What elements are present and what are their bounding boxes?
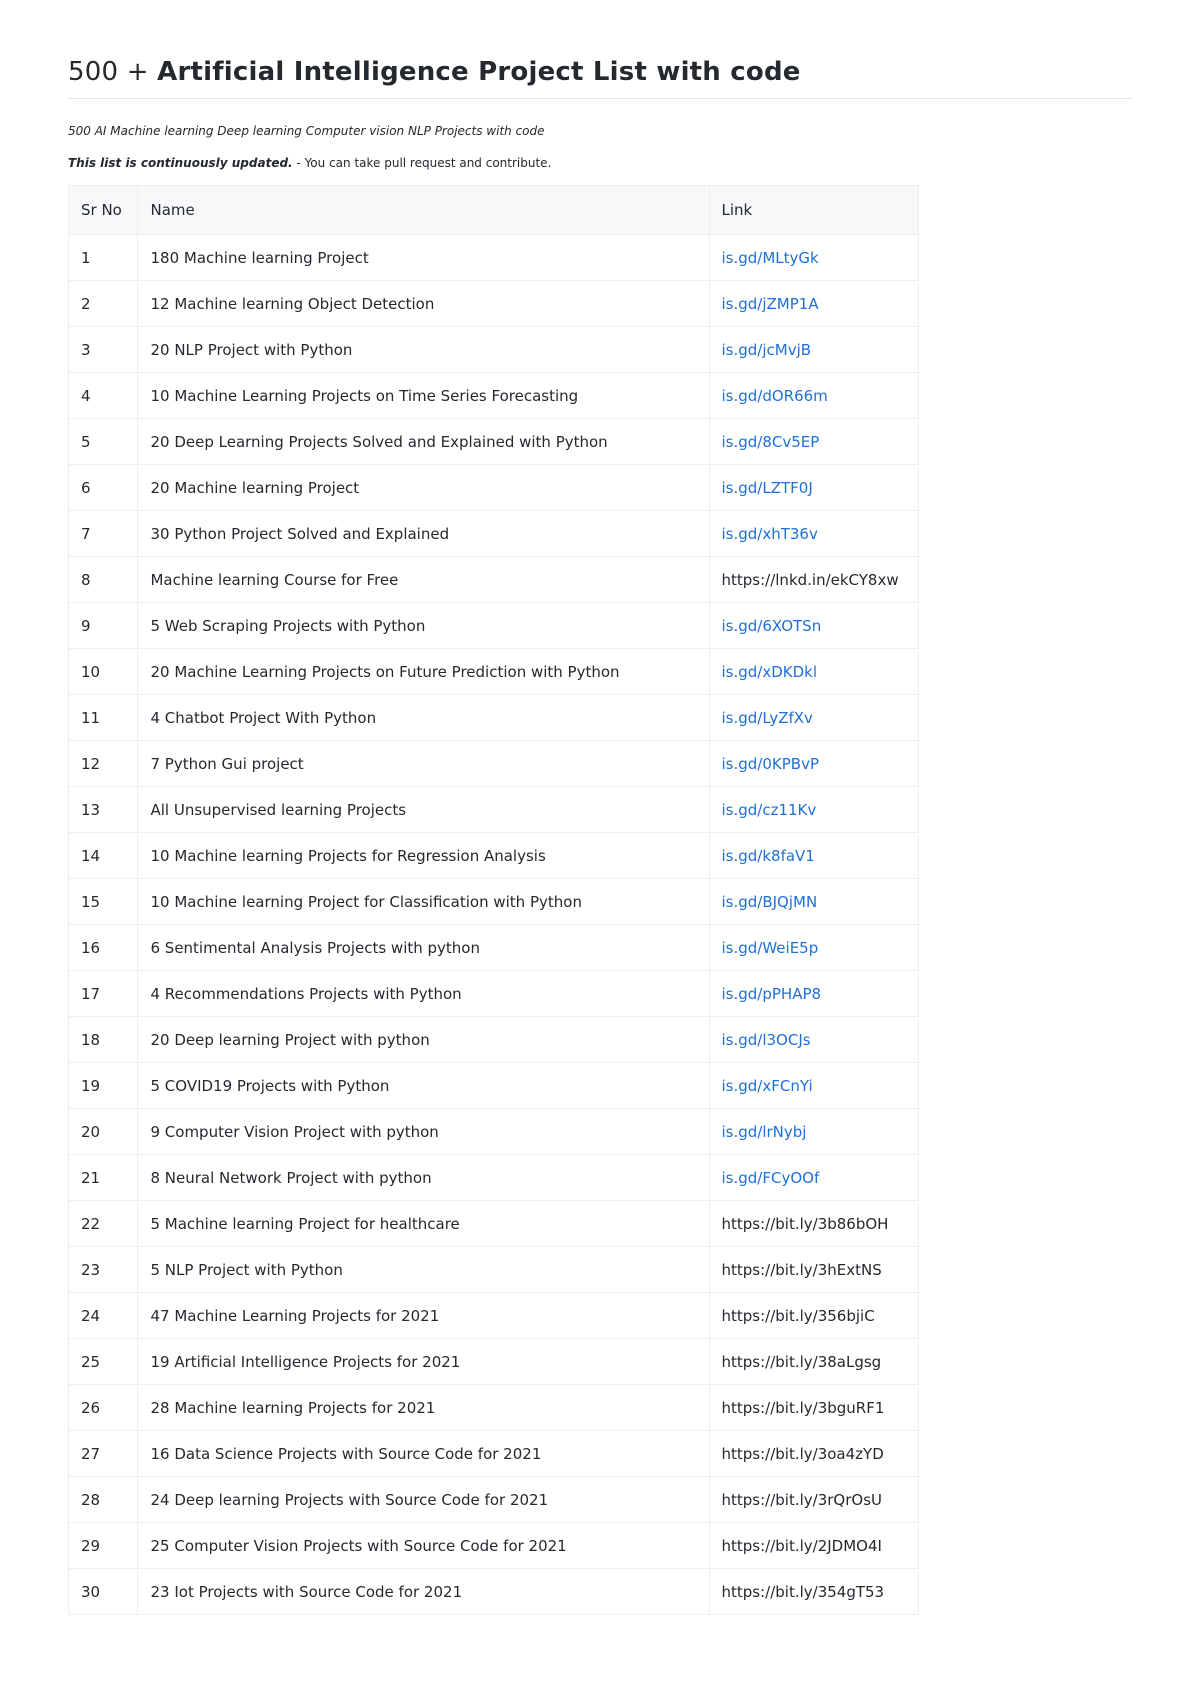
cell-link bbox=[709, 925, 919, 971]
cell-link bbox=[709, 1063, 919, 1109]
cell-link bbox=[709, 1155, 919, 1201]
cell-sr-no: 10 bbox=[69, 649, 138, 695]
column-header-sr-no: Sr No bbox=[69, 186, 138, 235]
project-link[interactable]: is.gd/MLtyGk bbox=[721, 248, 819, 267]
cell-project-name: 20 Machine learning Project bbox=[138, 465, 709, 511]
cell-link bbox=[709, 465, 919, 511]
cell-sr-no: 18 bbox=[69, 1017, 138, 1063]
cell-sr-no: 27 bbox=[69, 1431, 138, 1477]
cell-project-name: Machine learning Course for Free bbox=[138, 557, 709, 603]
project-url-text: https://bit.ly/3bguRF1 bbox=[721, 1398, 885, 1417]
cell-link bbox=[709, 695, 919, 741]
table-row bbox=[69, 327, 919, 373]
table-row bbox=[69, 695, 919, 741]
cell-link bbox=[709, 603, 919, 649]
cell-project-name: 24 Deep learning Projects with Source Code for 2021 bbox=[138, 1477, 709, 1523]
table-row bbox=[69, 1385, 919, 1431]
cell-link bbox=[709, 1431, 919, 1477]
cell-project-name: 20 Deep Learning Projects Solved and Explained with Python bbox=[138, 419, 709, 465]
cell-project-name: 6 Sentimental Analysis Projects with python bbox=[138, 925, 709, 971]
project-url-text: https://bit.ly/356bjiC bbox=[721, 1306, 875, 1325]
cell-project-name: 7 Python Gui project bbox=[138, 741, 709, 787]
cell-sr-no: 1 bbox=[69, 235, 138, 281]
cell-link bbox=[709, 1477, 919, 1523]
cell-project-name: 30 Python Project Solved and Explained bbox=[138, 511, 709, 557]
cell-link bbox=[709, 511, 919, 557]
cell-link bbox=[709, 1523, 919, 1569]
document-page bbox=[68, 52, 1132, 1615]
cell-project-name: 23 Iot Projects with Source Code for 2021 bbox=[138, 1569, 709, 1615]
cell-sr-no: 29 bbox=[69, 1523, 138, 1569]
cell-project-name: 180 Machine learning Project bbox=[138, 235, 709, 281]
project-link[interactable]: is.gd/FCyOOf bbox=[721, 1168, 820, 1187]
cell-sr-no: 4 bbox=[69, 373, 138, 419]
title-number: 500 + bbox=[68, 57, 149, 87]
project-link[interactable]: is.gd/6XOTSn bbox=[721, 616, 822, 635]
project-url-text: https://bit.ly/354gT53 bbox=[721, 1582, 885, 1601]
table-row bbox=[69, 833, 919, 879]
cell-sr-no: 14 bbox=[69, 833, 138, 879]
cell-project-name: 47 Machine Learning Projects for 2021 bbox=[138, 1293, 709, 1339]
cell-link bbox=[709, 741, 919, 787]
table-row bbox=[69, 511, 919, 557]
update-note-text: - You can take pull request and contribute. bbox=[292, 156, 552, 170]
cell-link bbox=[709, 971, 919, 1017]
project-link[interactable]: is.gd/l3OCJs bbox=[721, 1030, 811, 1049]
cell-sr-no: 5 bbox=[69, 419, 138, 465]
table-row bbox=[69, 1293, 919, 1339]
table-row bbox=[69, 787, 919, 833]
cell-sr-no: 12 bbox=[69, 741, 138, 787]
cell-link bbox=[709, 1385, 919, 1431]
cell-sr-no: 22 bbox=[69, 1201, 138, 1247]
cell-link bbox=[709, 787, 919, 833]
cell-link bbox=[709, 879, 919, 925]
cell-sr-no: 19 bbox=[69, 1063, 138, 1109]
cell-project-name: 19 Artificial Intelligence Projects for 2021 bbox=[138, 1339, 709, 1385]
cell-link bbox=[709, 1339, 919, 1385]
cell-project-name: 9 Computer Vision Project with python bbox=[138, 1109, 709, 1155]
cell-project-name: 5 NLP Project with Python bbox=[138, 1247, 709, 1293]
update-note bbox=[68, 155, 1132, 171]
cell-project-name: 5 Machine learning Project for healthcare bbox=[138, 1201, 709, 1247]
table-body bbox=[69, 235, 919, 1615]
project-link[interactable]: is.gd/k8faV1 bbox=[721, 846, 815, 865]
project-link[interactable]: is.gd/xhT36v bbox=[721, 524, 818, 543]
project-table bbox=[68, 185, 919, 1615]
update-note-emphasis: This list is continuously updated. bbox=[68, 156, 293, 170]
cell-link bbox=[709, 1201, 919, 1247]
cell-sr-no: 15 bbox=[69, 879, 138, 925]
project-url-text: https://bit.ly/3rQrOsU bbox=[721, 1490, 882, 1509]
cell-project-name: 28 Machine learning Projects for 2021 bbox=[138, 1385, 709, 1431]
project-link[interactable]: is.gd/xFCnYi bbox=[721, 1076, 813, 1095]
cell-sr-no: 24 bbox=[69, 1293, 138, 1339]
cell-project-name: 12 Machine learning Object Detection bbox=[138, 281, 709, 327]
table-row bbox=[69, 281, 919, 327]
project-url-text: https://bit.ly/38aLgsg bbox=[721, 1352, 882, 1371]
table-row bbox=[69, 1109, 919, 1155]
cell-sr-no: 23 bbox=[69, 1247, 138, 1293]
cell-link bbox=[709, 649, 919, 695]
table-row bbox=[69, 741, 919, 787]
cell-sr-no: 25 bbox=[69, 1339, 138, 1385]
cell-project-name: 5 Web Scraping Projects with Python bbox=[138, 603, 709, 649]
cell-project-name: All Unsupervised learning Projects bbox=[138, 787, 709, 833]
table-row bbox=[69, 1431, 919, 1477]
cell-sr-no: 2 bbox=[69, 281, 138, 327]
cell-sr-no: 8 bbox=[69, 557, 138, 603]
cell-link bbox=[709, 281, 919, 327]
table-row bbox=[69, 1063, 919, 1109]
cell-project-name: 20 Deep learning Project with python bbox=[138, 1017, 709, 1063]
project-link[interactable]: is.gd/LyZfXv bbox=[721, 708, 813, 727]
table-row bbox=[69, 465, 919, 511]
cell-project-name: 25 Computer Vision Projects with Source Code for 2021 bbox=[138, 1523, 709, 1569]
table-row bbox=[69, 649, 919, 695]
table-row bbox=[69, 1017, 919, 1063]
cell-link bbox=[709, 557, 919, 603]
cell-project-name: 20 Machine Learning Projects on Future Prediction with Python bbox=[138, 649, 709, 695]
cell-project-name: 5 COVID19 Projects with Python bbox=[138, 1063, 709, 1109]
cell-sr-no: 3 bbox=[69, 327, 138, 373]
cell-link bbox=[709, 1293, 919, 1339]
column-header-link: Link bbox=[709, 186, 919, 235]
cell-link bbox=[709, 1109, 919, 1155]
project-link[interactable]: is.gd/0KPBvP bbox=[721, 754, 819, 773]
cell-link bbox=[709, 327, 919, 373]
project-link[interactable]: is.gd/pPHAP8 bbox=[721, 984, 822, 1003]
cell-link bbox=[709, 1017, 919, 1063]
project-url-text: https://bit.ly/3oa4zYD bbox=[721, 1444, 884, 1463]
cell-link bbox=[709, 1247, 919, 1293]
cell-sr-no: 21 bbox=[69, 1155, 138, 1201]
project-link[interactable]: is.gd/dOR66m bbox=[721, 386, 828, 405]
project-link[interactable]: is.gd/cz11Kv bbox=[721, 800, 817, 819]
project-url-text: https://bit.ly/3b86bOH bbox=[721, 1214, 889, 1233]
table-row bbox=[69, 925, 919, 971]
table-row bbox=[69, 1569, 919, 1615]
table-row bbox=[69, 1477, 919, 1523]
project-link[interactable]: is.gd/BJQjMN bbox=[721, 892, 818, 911]
table-row bbox=[69, 1247, 919, 1293]
cell-sr-no: 20 bbox=[69, 1109, 138, 1155]
cell-sr-no: 30 bbox=[69, 1569, 138, 1615]
table-row bbox=[69, 373, 919, 419]
table-row bbox=[69, 557, 919, 603]
project-url-text: https://bit.ly/2JDMO4I bbox=[721, 1536, 882, 1555]
cell-sr-no: 16 bbox=[69, 925, 138, 971]
project-url-text: https://bit.ly/3hExtNS bbox=[721, 1260, 882, 1279]
cell-project-name: 4 Recommendations Projects with Python bbox=[138, 971, 709, 1017]
cell-sr-no: 11 bbox=[69, 695, 138, 741]
project-url-text: https://lnkd.in/ekCY8xw bbox=[721, 570, 899, 589]
cell-project-name: 8 Neural Network Project with python bbox=[138, 1155, 709, 1201]
cell-sr-no: 28 bbox=[69, 1477, 138, 1523]
project-link[interactable]: is.gd/lrNybj bbox=[721, 1122, 807, 1141]
cell-sr-no: 7 bbox=[69, 511, 138, 557]
table-row bbox=[69, 879, 919, 925]
title-text: Artificial Intelligence Project List with code bbox=[157, 57, 801, 87]
page-title bbox=[68, 52, 1132, 99]
cell-sr-no: 13 bbox=[69, 787, 138, 833]
cell-link bbox=[709, 235, 919, 281]
cell-project-name: 10 Machine learning Projects for Regression Analysis bbox=[138, 833, 709, 879]
cell-project-name: 16 Data Science Projects with Source Code for 2021 bbox=[138, 1431, 709, 1477]
table-row bbox=[69, 419, 919, 465]
project-link[interactable]: is.gd/xDKDkl bbox=[721, 662, 818, 681]
project-link[interactable]: is.gd/8Cv5EP bbox=[721, 432, 820, 451]
column-header-name: Name bbox=[138, 186, 709, 235]
cell-sr-no: 17 bbox=[69, 971, 138, 1017]
cell-project-name: 10 Machine learning Project for Classification with Python bbox=[138, 879, 709, 925]
project-link[interactable]: is.gd/jcMvjB bbox=[721, 340, 812, 359]
cell-sr-no: 6 bbox=[69, 465, 138, 511]
table-row bbox=[69, 1155, 919, 1201]
cell-project-name: 20 NLP Project with Python bbox=[138, 327, 709, 373]
page-subtitle: 500 AI Machine learning Deep learning Computer vision NLP Projects with code bbox=[68, 124, 545, 138]
table-row bbox=[69, 1339, 919, 1385]
cell-project-name: 4 Chatbot Project With Python bbox=[138, 695, 709, 741]
project-link[interactable]: is.gd/jZMP1A bbox=[721, 294, 819, 313]
table-row bbox=[69, 235, 919, 281]
cell-link bbox=[709, 373, 919, 419]
cell-sr-no: 9 bbox=[69, 603, 138, 649]
table-header-row bbox=[69, 186, 919, 235]
project-link[interactable]: is.gd/LZTF0J bbox=[721, 478, 813, 497]
cell-sr-no: 26 bbox=[69, 1385, 138, 1431]
cell-link bbox=[709, 833, 919, 879]
cell-link bbox=[709, 419, 919, 465]
table-row bbox=[69, 1523, 919, 1569]
table-row bbox=[69, 603, 919, 649]
table-row bbox=[69, 971, 919, 1017]
cell-project-name: 10 Machine Learning Projects on Time Series Forecasting bbox=[138, 373, 709, 419]
project-link[interactable]: is.gd/WeiE5p bbox=[721, 938, 819, 957]
table-row bbox=[69, 1201, 919, 1247]
cell-link bbox=[709, 1569, 919, 1615]
